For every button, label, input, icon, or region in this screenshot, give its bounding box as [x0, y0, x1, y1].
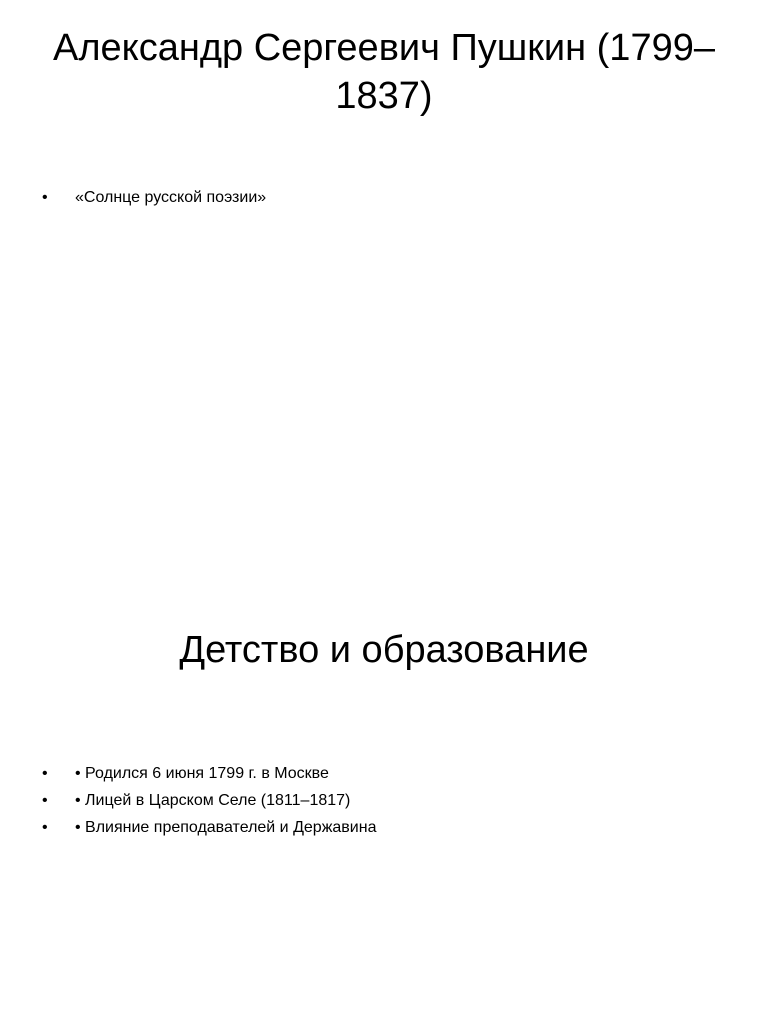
bullet-icon: • — [42, 792, 48, 809]
bullet-icon: • — [42, 189, 48, 206]
list-item-text: «Солнце русской поэзии» — [75, 189, 267, 206]
slide-title: Александр Сергеевич Пушкин (1799–1837) — [53, 27, 715, 117]
list-item-text: • Лицей в Царском Селе (1811–1817) — [75, 792, 351, 809]
list-item-text: • Влияние преподавателей и Державина — [75, 819, 377, 836]
list-item — [42, 760, 728, 787]
bullet-icon: • — [42, 765, 48, 782]
list-item-text: • Родился 6 июня 1799 г. в Москве — [75, 765, 329, 782]
list-item — [42, 814, 728, 841]
list-item — [42, 787, 728, 814]
slide-title: Детство и образование — [179, 629, 589, 671]
slide-2 — [0, 512, 768, 1024]
bullet-list — [42, 760, 728, 841]
bullet-list — [42, 184, 728, 211]
bullet-icon: • — [42, 819, 48, 836]
list-item — [42, 184, 728, 211]
